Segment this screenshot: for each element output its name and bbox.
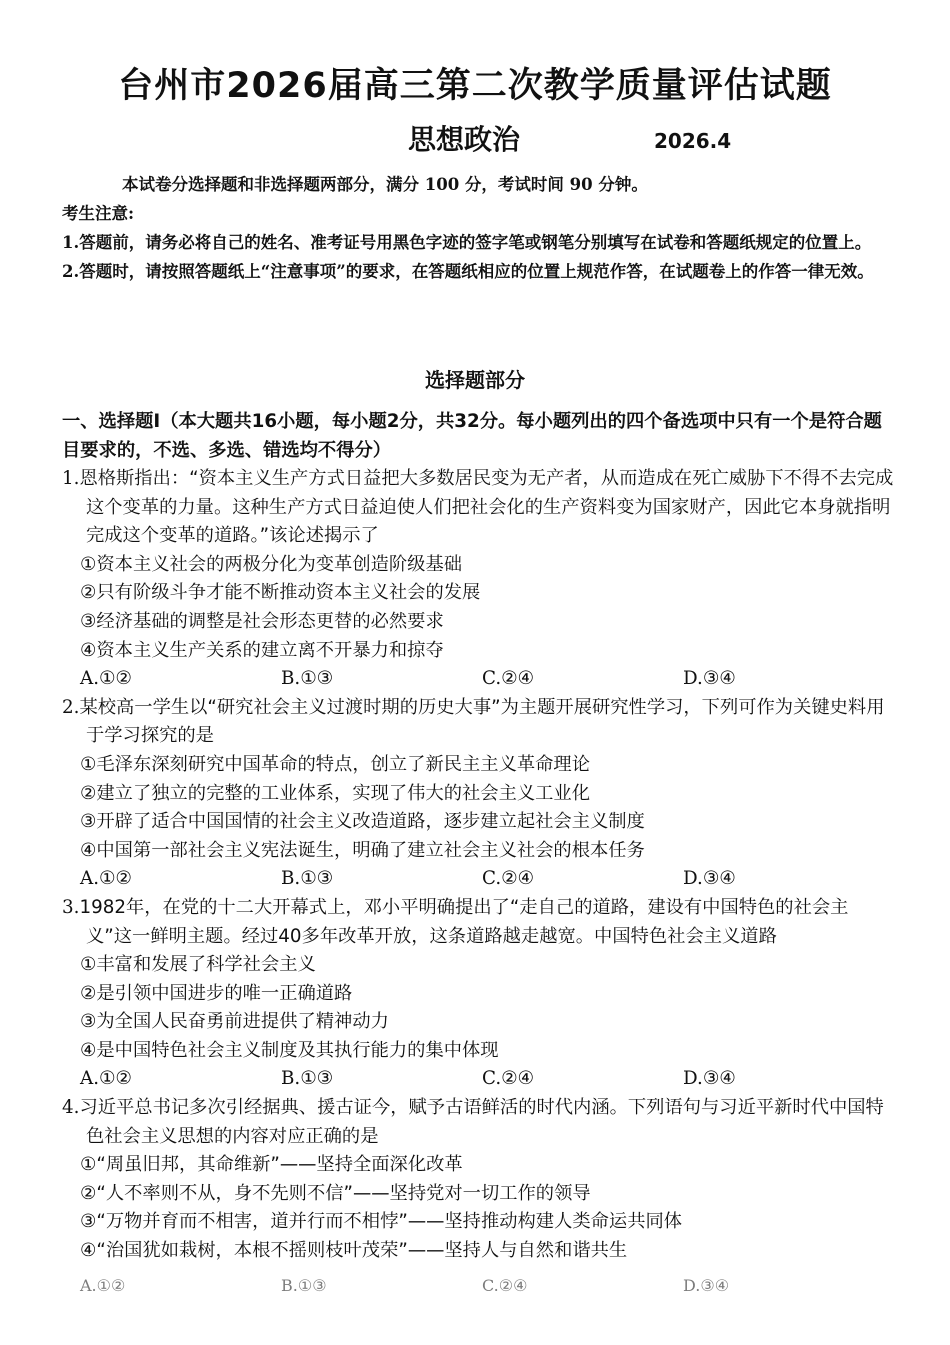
exam-notes — [62, 170, 894, 286]
statement-option: ②是引领中国进步的唯一正确道路 — [80, 982, 353, 1004]
question-text: 习近平总书记多次引经据典、援古证今，赋予古语鲜活的时代内涵。下列语句与习近平新时代中国特色社会主义思想的内容对应正确的是 — [79, 1097, 884, 1147]
answer-choice-a: A.①② — [80, 668, 132, 690]
answer-choices — [62, 665, 894, 694]
question-stem — [62, 465, 894, 551]
statement-option: ①“周虽旧邦，其命维新”——坚持全面深化改革 — [80, 1154, 463, 1176]
answer-choice-a: A.①② — [80, 1276, 126, 1295]
question-text: 1982年，在党的十二大开幕式上，邓小平明确提出了“走自己的道路，建设有中国特色的社会主义”这一鲜明主题。经过40多年改革开放，这条道路越走越宽。中国特色社会主义道路 — [79, 896, 849, 947]
statement-option: ③“万物并育而不相害，道并行而不相悖”——坚持推动构建人类命运共同体 — [80, 1211, 683, 1233]
statement-option: ①资本主义社会的两极分化为变革创造阶级基础 — [80, 553, 463, 575]
statement-option: ③经济基础的调整是社会形态更替的必然要求 — [80, 610, 444, 632]
question-number: 3. — [62, 896, 80, 918]
exam-title: 台州市2026届高三第二次教学质量评估试题 — [118, 66, 832, 106]
statement-option: ③为全国人民奋勇前进提供了精神动力 — [80, 1011, 389, 1033]
statement-option: ①丰富和发展了科学社会主义 — [80, 954, 316, 976]
statement-option: ②建立了独立的完整的工业体系，实现了伟大的社会主义工业化 — [80, 782, 590, 804]
answer-choice-a: A.①② — [80, 868, 132, 890]
answer-choice-d: D.③④ — [683, 1068, 736, 1090]
statement-option: ③开辟了适合中国国情的社会主义改造道路，逐步建立起社会主义制度 — [80, 811, 645, 833]
question-text: 某校高一学生以“研究社会主义过渡时期的历史大事”为主题开展研究性学习，下列可作为关键史料用于学习探究的是 — [79, 696, 885, 747]
question-2 — [62, 694, 894, 894]
question-number: 4. — [62, 1097, 80, 1119]
statement-option: ②只有阶级斗争才能不断推动资本主义社会的发展 — [80, 582, 481, 604]
answer-choice-a: A.①② — [80, 1068, 132, 1090]
subject-name: 思想政治 — [408, 123, 521, 156]
answer-choice-c: C.②④ — [482, 868, 534, 890]
subject-row — [0, 120, 950, 160]
answer-choice-b: B.①③ — [281, 1068, 334, 1090]
answer-choice-b: B.①③ — [281, 668, 334, 690]
question-3 — [62, 894, 894, 1094]
section-instruction: 一、选择题Ⅰ（本大题共16小题，每小题2分，共32分。每小题列出的四个备选项中只有一个是符合题目要求的，不选、多选、错选均不得分） — [62, 411, 882, 461]
question-number: 2. — [62, 696, 80, 718]
question-number: 1. — [62, 468, 80, 489]
answer-choice-c: C.②④ — [482, 1068, 534, 1090]
answer-choices — [62, 1065, 894, 1094]
answer-choice-b: B.①③ — [281, 1276, 327, 1295]
question-text: 恩格斯指出：“资本主义生产方式日益把大多数居民变为无产者，从而造成在死亡威胁下不得不去完成这个变革的力量。这种生产方式日益迫使人们把社会化的生产资料变为国家财产，因此它本身就指明完成这个变革的道路。”该论述揭示了 — [79, 468, 894, 547]
cut-off-answer-choices — [80, 1276, 780, 1306]
statement-option: ④中国第一部社会主义宪法诞生，明确了建立社会主义社会的根本任务 — [80, 839, 645, 861]
answer-choice-d: D.③④ — [683, 868, 736, 890]
answer-choice-b: B.①③ — [281, 868, 334, 890]
question-4 — [62, 1094, 894, 1266]
note-item-2: 2.答题时，请按照答题纸上“注意事项”的要求，在答题纸相应的位置上规范作答，在试题卷上的作答一律无效。 — [62, 262, 874, 281]
statement-option: ④是中国特色社会主义制度及其执行能力的集中体现 — [80, 1039, 499, 1061]
answer-choice-c: C.②④ — [482, 1276, 528, 1295]
exam-intro: 本试卷分选择题和非选择题两部分，满分 100 分，考试时间 90 分钟。 — [122, 175, 648, 194]
answer-choice-c: C.②④ — [482, 668, 534, 690]
note-item-1: 1.答题前，请务必将自己的姓名、准考证号用黑色字迹的签字笔或钢笔分别填写在试卷和答题纸规定的位置上。 — [62, 233, 872, 252]
answer-choice-d: D.③④ — [683, 1276, 730, 1295]
question-stem — [62, 1094, 894, 1151]
question-1 — [62, 465, 894, 694]
statement-option: ①毛泽东深刻研究中国革命的特点，创立了新民主主义革命理论 — [80, 753, 590, 775]
statement-option: ④“治国犹如栽树，本根不摇则枝叶茂荣”——坚持人与自然和谐共生 — [80, 1240, 628, 1262]
exam-date: 2026.4 — [654, 129, 732, 153]
statement-option: ④资本主义生产关系的建立离不开暴力和掠夺 — [80, 639, 444, 661]
answer-choices — [80, 1276, 780, 1295]
question-stem — [62, 894, 894, 951]
question-stem — [62, 694, 894, 751]
answer-choice-d: D.③④ — [683, 668, 736, 690]
question-list — [62, 465, 894, 1266]
notes-heading: 考生注意: — [62, 204, 135, 223]
answer-choices — [62, 865, 894, 894]
section-title: 选择题部分 — [425, 368, 525, 392]
statement-option: ②“人不率则不从，身不先则不信”——坚持党对一切工作的领导 — [80, 1182, 591, 1204]
